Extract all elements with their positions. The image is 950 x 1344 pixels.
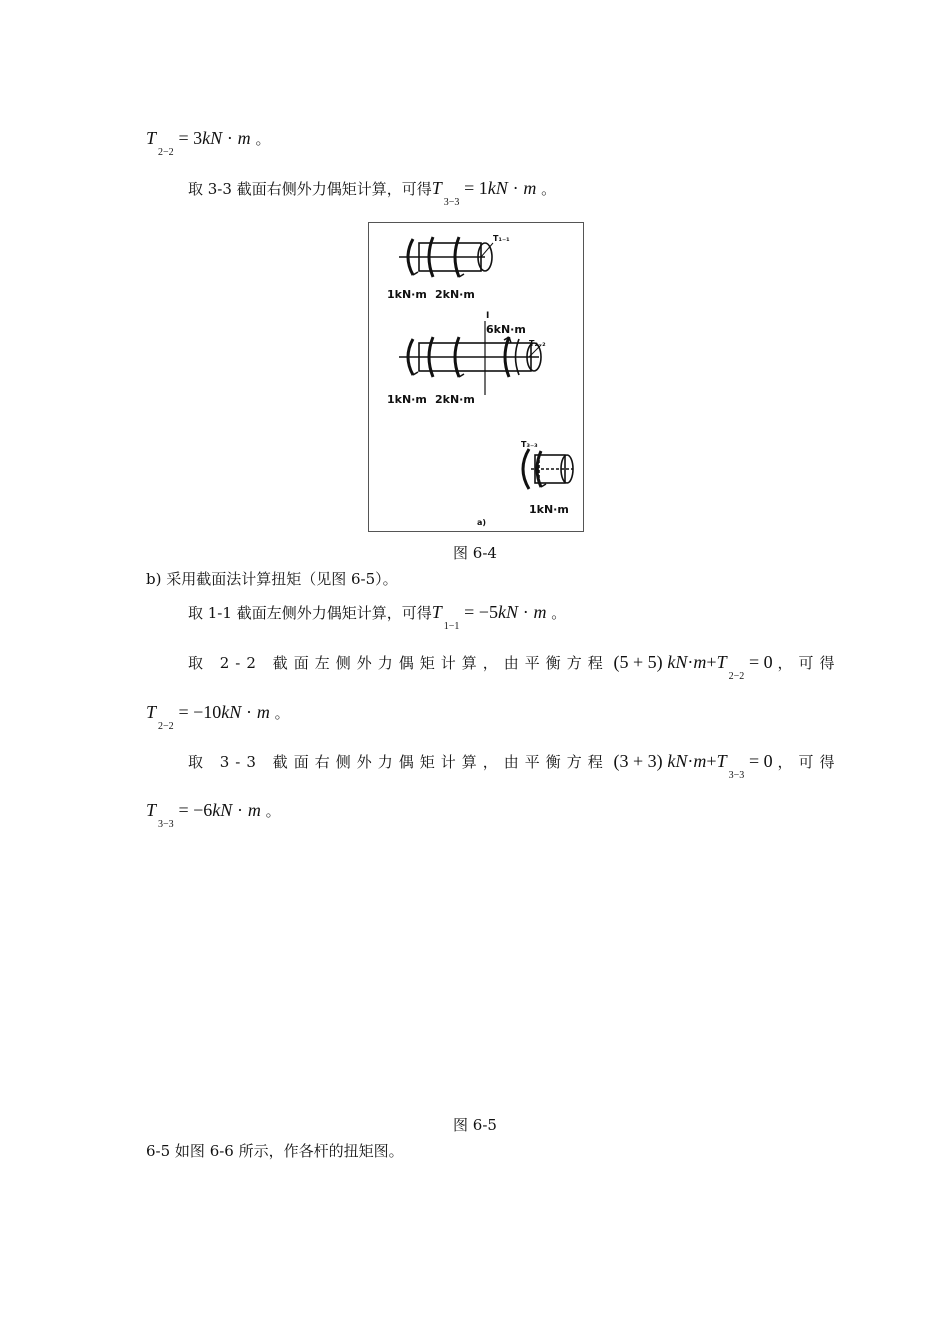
label-1knm-c: 1kN·m xyxy=(529,503,569,516)
section-mark: I xyxy=(486,311,490,321)
label-6knm: 6kN·m xyxy=(486,323,526,336)
label-2knm-a: 2kN·m xyxy=(435,288,475,301)
caption-figure-6-5: 图 6-5 xyxy=(453,1116,497,1134)
label-1knm-b: 1kN·m xyxy=(387,393,427,406)
paragraph-section-3-3-right: 取 3-3 截面右侧外力偶矩计算，可得$T_{3-3} = 1kN \cdot m$ 。 xyxy=(188,178,557,208)
shaft-3 xyxy=(523,449,573,489)
paragraph-section-1-1: 取 1-1 截面左侧外力偶矩计算，可得$T_{1-1} = -5kN \cdot m$ 。 xyxy=(188,602,567,632)
label-2knm-b: 2kN·m xyxy=(435,393,475,406)
label-t33: T₃₋₃ xyxy=(521,440,538,449)
figure-6-4 xyxy=(368,222,584,532)
shaft-torque-diagram xyxy=(369,223,583,531)
equation-t33-negative: $T_{3-3} = -6kN \cdot m$ 。 xyxy=(146,800,281,830)
equation-t22-result: $T_{2-2} = 3kN \cdot m$ 。 xyxy=(146,128,271,158)
paragraph-section-3-3-equilibrium: 取 3-3 截面右侧外力偶矩计算，由平衡方程 (3 + 3) $kN\cdot m+T_{3-3} = 0$ ，可得 xyxy=(188,751,841,781)
paragraph-section-2-2: 取 2-2 截面左侧外力偶矩计算，由平衡方程 (5 + 5) $kN\cdot m+T_{2-2} = 0$ ，可得 xyxy=(188,652,841,682)
equation-t22-negative: $T_{2-2} = -10kN \cdot m$ 。 xyxy=(146,702,290,732)
paragraph-b: b) 采用截面法计算扭矩（见图 6-5）。 xyxy=(146,570,398,588)
shaft-1 xyxy=(399,237,493,277)
label-1knm-a: 1kN·m xyxy=(387,288,427,301)
label-t11: T₁₋₁ xyxy=(493,234,510,243)
caption-figure-6-4: 图 6-4 xyxy=(453,544,497,562)
figure-sub-label: a) xyxy=(477,518,487,527)
paragraph-6-5: 6-5 如图 6-6 所示，作各杆的扭矩图。 xyxy=(146,1142,404,1160)
label-t22: T₂₋₂ xyxy=(529,339,546,348)
